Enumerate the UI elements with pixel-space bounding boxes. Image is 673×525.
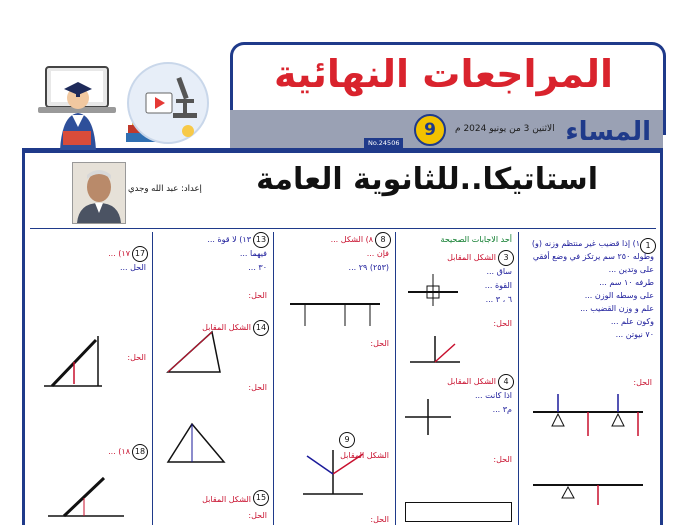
answer-label: الحل: xyxy=(493,455,512,464)
force-diagram xyxy=(405,332,465,378)
newspaper-logo: المساء xyxy=(565,117,651,147)
beam-diagram xyxy=(285,292,385,332)
answer-box xyxy=(405,502,512,522)
question-number: 3 xyxy=(498,250,514,266)
page-title: المراجعات النهائية xyxy=(274,52,613,96)
question-line: علم و وزن القضيب ... xyxy=(580,304,654,313)
section-subtitle: استاتيكا..للثانوية العامة xyxy=(256,162,598,197)
beam-diagram xyxy=(528,392,648,452)
question-number: 14 xyxy=(253,320,269,336)
question-line: فإن ... xyxy=(366,249,389,258)
ladder-diagram xyxy=(38,332,108,392)
answer-label: الحل: xyxy=(493,319,512,328)
question-number: 17 xyxy=(132,246,148,262)
force-diagram xyxy=(403,272,463,308)
answer-label: الحل: xyxy=(633,378,652,387)
ladder-diagram xyxy=(44,472,128,522)
column-divider xyxy=(152,232,153,525)
answer-label: الحل: xyxy=(370,339,389,348)
column-divider xyxy=(273,232,274,525)
column-1 xyxy=(520,232,660,525)
question-line: ١٨) ... xyxy=(108,447,130,456)
question-line: فيهما ... xyxy=(239,249,267,258)
question-line: طرفه ١٠ سم ... xyxy=(599,278,654,287)
issue-number: No.24506 xyxy=(364,138,403,148)
column-5 xyxy=(28,232,152,525)
question-line: وطوله ٢٥٠ سم يرتكز في وضع أفقي xyxy=(532,252,654,261)
question-line: الشكل المقابل xyxy=(340,451,389,460)
question-number: 4 xyxy=(498,374,514,390)
beam-diagram xyxy=(528,470,648,510)
question-line: الحل ... xyxy=(119,263,146,272)
column-divider xyxy=(395,232,396,525)
question-line: ٣٠ ... xyxy=(248,263,267,272)
column-divider xyxy=(518,232,519,525)
question-number: 8 xyxy=(375,232,391,248)
question-line: القوة ... xyxy=(484,281,512,290)
question-number: 9 xyxy=(339,432,355,448)
question-line: الشكل المقابل xyxy=(447,377,496,386)
question-line: م٣ ... xyxy=(492,405,512,414)
author-credit: إعداد: عبد الله وجدي xyxy=(128,184,202,194)
answer-label: الحل: xyxy=(127,353,146,362)
question-line: الشكل المقابل xyxy=(202,323,251,332)
question-line: الشكل المقابل xyxy=(202,495,251,504)
education-illustration xyxy=(28,55,228,155)
author-photo xyxy=(72,162,126,224)
column-2 xyxy=(397,232,518,525)
issue-badge: 9 xyxy=(414,114,446,146)
question-number: 13 xyxy=(253,232,269,248)
question-number: 15 xyxy=(253,490,269,506)
answer-label: الحل: xyxy=(370,515,389,524)
question-line: على وسطه الوزن ... xyxy=(584,291,654,300)
question-line: (٢٥٣) ٢٩ ... xyxy=(348,263,389,272)
question-line: ١٧) ... xyxy=(108,249,130,258)
science-scene xyxy=(128,63,208,143)
question-line: ٧٠ نيوتن ... xyxy=(615,330,654,339)
question-line: ٦ ، ٣ ... xyxy=(485,295,512,304)
question-number: 18 xyxy=(132,444,148,460)
question-number: 1 xyxy=(640,238,656,254)
question-line: اذا كانت ... xyxy=(474,391,512,400)
column-3 xyxy=(275,232,395,525)
triangle-diagram xyxy=(162,326,226,378)
question-line: على وتدين ... xyxy=(608,265,654,274)
question-line: ساق ... xyxy=(486,267,512,276)
triangle-diagram xyxy=(164,418,228,468)
answer-label: الحل: xyxy=(248,291,267,300)
question-line: أحد الاجابات الصحيحة xyxy=(440,235,512,244)
answer-label: الحل: xyxy=(248,511,267,520)
question-line: وكون علم ... xyxy=(610,317,654,326)
force-diagram xyxy=(403,397,453,437)
question-line: الشكل المقابل xyxy=(447,253,496,262)
section-rule xyxy=(30,228,656,229)
column-4 xyxy=(154,232,273,525)
question-line: ١) إذا قضيب غير منتظم وزنه (و) xyxy=(531,239,640,248)
question-line: ١٣) لا قوة ... xyxy=(207,235,251,244)
issue-date: الاثنين 3 من يونيو 2024 م xyxy=(455,124,555,134)
force-diagram xyxy=(293,444,373,508)
question-line: ٨) الشكل ... xyxy=(330,235,373,244)
answer-label: الحل: xyxy=(248,383,267,392)
